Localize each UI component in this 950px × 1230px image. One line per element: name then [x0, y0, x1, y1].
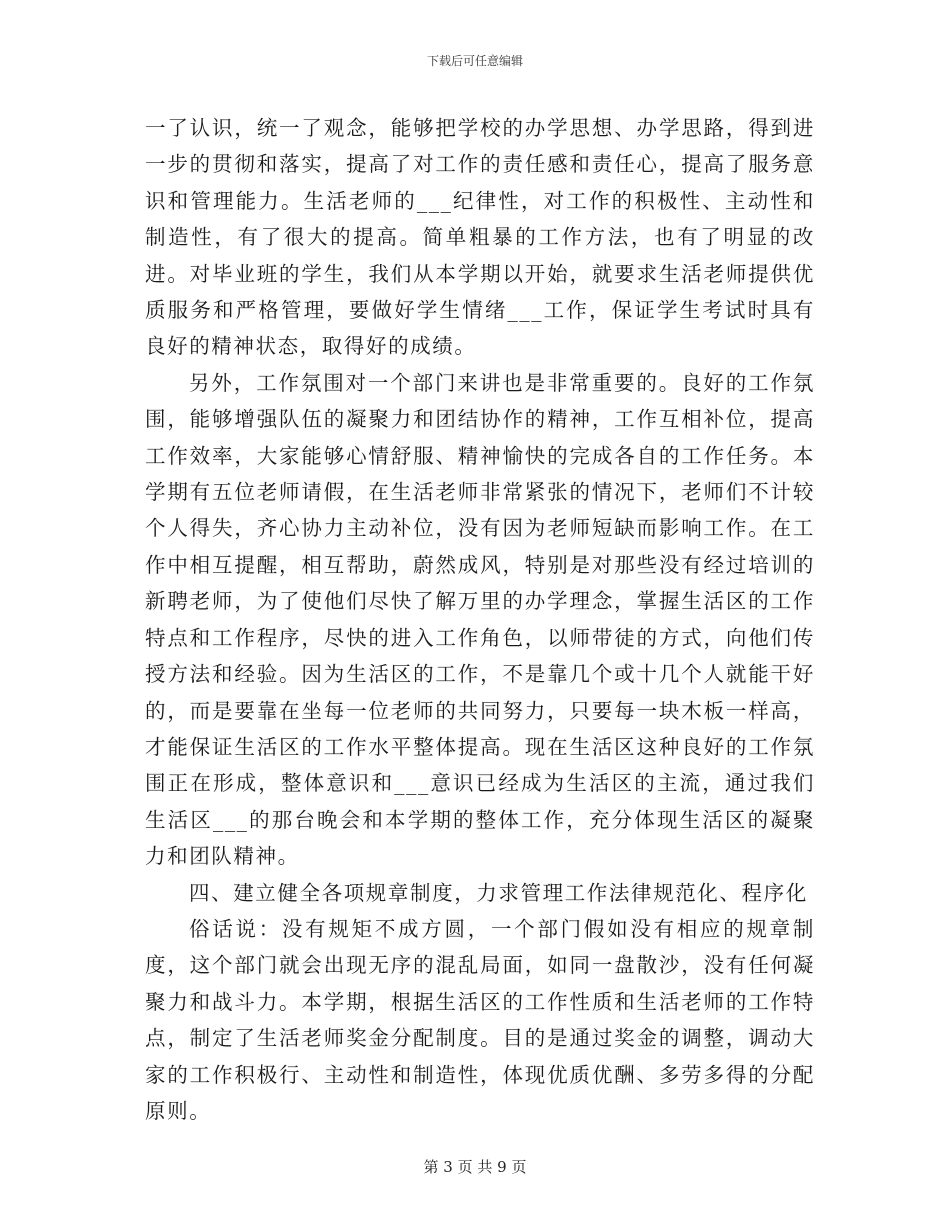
page-header-note: 下载后可任意编辑: [426, 54, 523, 68]
section-heading-four: 四、建立健全各项规章制度，力求管理工作法律规范化、程序化: [189, 880, 808, 905]
paragraph-continued: 一了认识，统一了观念，能够把学校的办学思想、办学思路，得到进一步的贯彻和落实，提高了对工作的责任感和责任心，提高了服务意识和管理能力。生活老师的___纪律性，对工作的积极性、主动性和制造性，有了很大的提高。简单粗暴的工作方法，也有了明显的改进。对毕业班的学生，我们从本学期以开始，就要求生活老师提供优质服务和严格管理，要做好学生情绪___工作，保证学生考试时具有良好的精神状态，取得好的成绩。: [145, 116, 815, 359]
document-body: [145, 110, 815, 1129]
page-number: 第 3 页 共 9 页: [423, 1158, 527, 1176]
paragraph-rules-system: 俗话说：没有规矩不成方圆，一个部门假如没有相应的规章制度，这个部门就会出现无序的混乱局面，如同一盘散沙，没有任何凝聚力和战斗力。本学期，根据生活区的工作性质和生活老师的工作特点，制定了生活老师奖金分配制度。目的是通过奖金的调整，调动大家的工作积极行、主动性和制造性，体现优质优酬、多劳多得的分配原则。: [145, 916, 815, 1123]
paragraph-work-atmosphere: 另外，工作氛围对一个部门来讲也是非常重要的。良好的工作氛围，能够增强队伍的凝聚力和团结协作的精神，工作互相补位，提高工作效率，大家能够心情舒服、精神愉快的完成各自的工作任务。本学期有五位老师请假，在生活老师非常紧张的情况下，老师们不计较个人得失，齐心协力主动补位，没有因为老师短缺而影响工作。在工作中相互提醒，相互帮助，蔚然成风，特别是对那些没有经过培训的新聘老师，为了使他们尽快了解万里的办学理念，掌握生活区的工作特点和工作程序，尽快的进入工作角色，以师带徒的方式，向他们传授方法和经验。因为生活区的工作，不是靠几个或十几个人就能干好的，而是要靠在坐每一位老师的共同努力，只要每一块木板一样高，才能保证生活区的工作水平整体提高。现在生活区这种良好的工作氛围正在形成，整体意识和___意识已经成为生活区的主流，通过我们生活区___的那台晚会和本学期的整体工作，充分体现生活区的凝聚力和团队精神。: [145, 370, 815, 869]
